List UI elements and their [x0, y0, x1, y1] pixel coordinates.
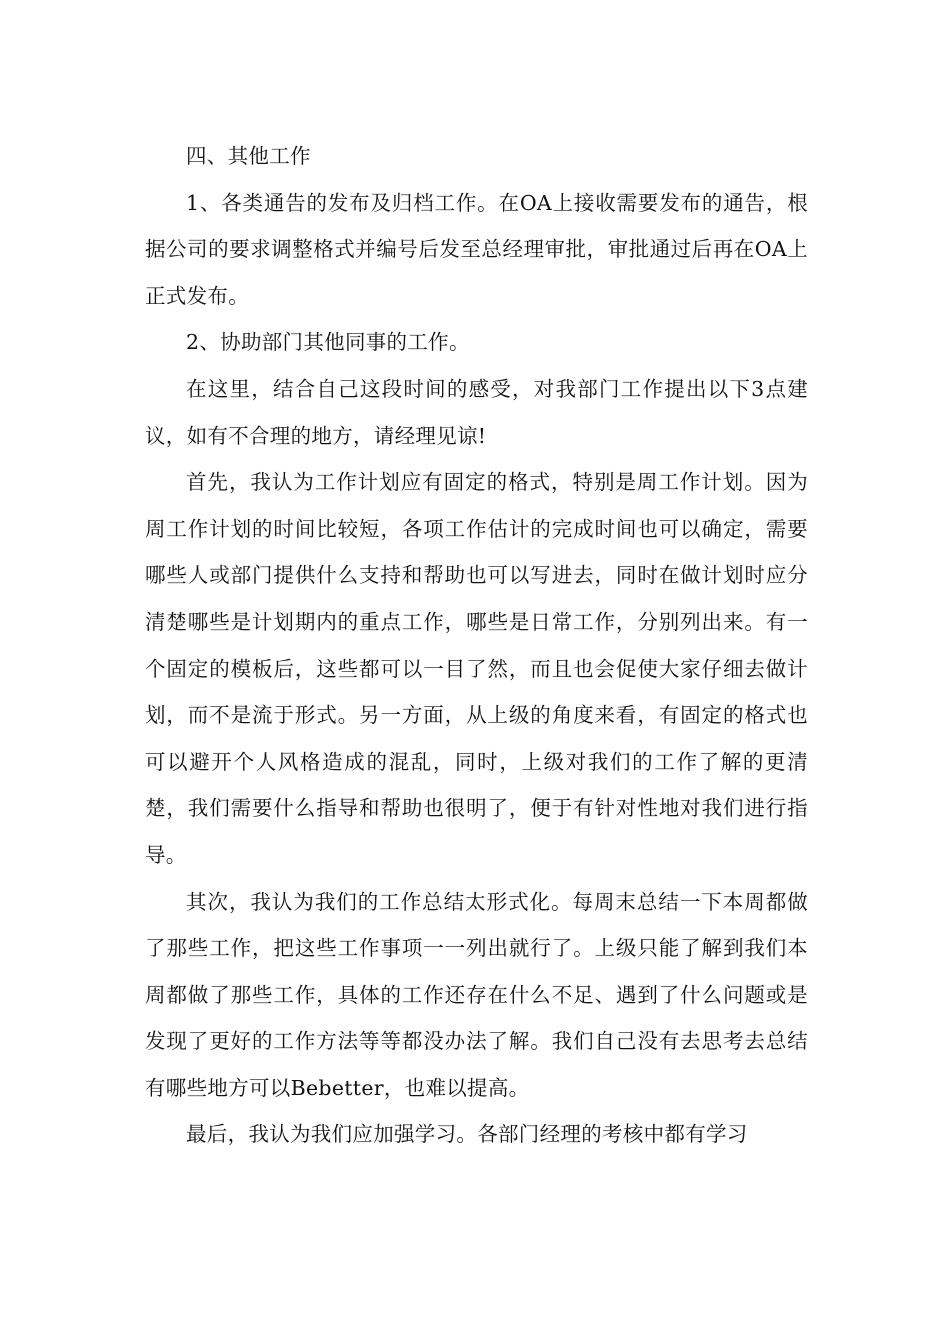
paragraph-intro: 在这里，结合自己这段时间的感受，对我部门工作提出以下3点建议，如有不合理的地方，请经理见谅! — [145, 376, 808, 448]
list-item: 1、各类通告的发布及归档工作。在OA上接收需要发布的通告，根据公司的要求调整格式并编号后发至总经理审批，审批通过后再在OA上正式发布。 — [145, 190, 808, 308]
list-item: 2、协助部门其他同事的工作。 — [186, 330, 470, 355]
section-heading: 四、其他工作 — [186, 144, 311, 168]
document-body — [145, 133, 808, 1158]
paragraph-first-suggestion: 首先，我认为工作计划应有固定的格式，特别是周工作计划。因为周工作计划的时间比较短，各项工作估计的完成时间也可以确定，需要哪些人或部门提供什么支持和帮助也可以写进去，同时在做计划时应分清楚哪些是计划期内的重点工作，哪些是日常工作，分别列出来。有一个固定的模板后，这些都可以一目了然，而且也会促使大家仔细去做计划，而不是流于形式。另一方面，从上级的角度来看，有固定的格式也可以避开个人风格造成的混乱，同时，上级对我们的工作了解的更清楚，我们需要什么指导和帮助也很明了，便于有针对性地对我们进行指导。 — [145, 470, 808, 867]
paragraph-second-suggestion: 其次，我认为我们的工作总结太形式化。每周末总结一下本周都做了那些工作，把这些工作事项一一列出就行了。上级只能了解到我们本周都做了那些工作，具体的工作还存在什么不足、遇到了什么问题或是发现了更好的工作方法等等都没办法了解。我们自己没有去思考去总结有哪些地方可以Bebetter，也难以提高。 — [145, 889, 808, 1100]
paragraph-third-suggestion: 最后，我认为我们应加强学习。各部门经理的考核中都有学习 — [186, 1122, 748, 1147]
